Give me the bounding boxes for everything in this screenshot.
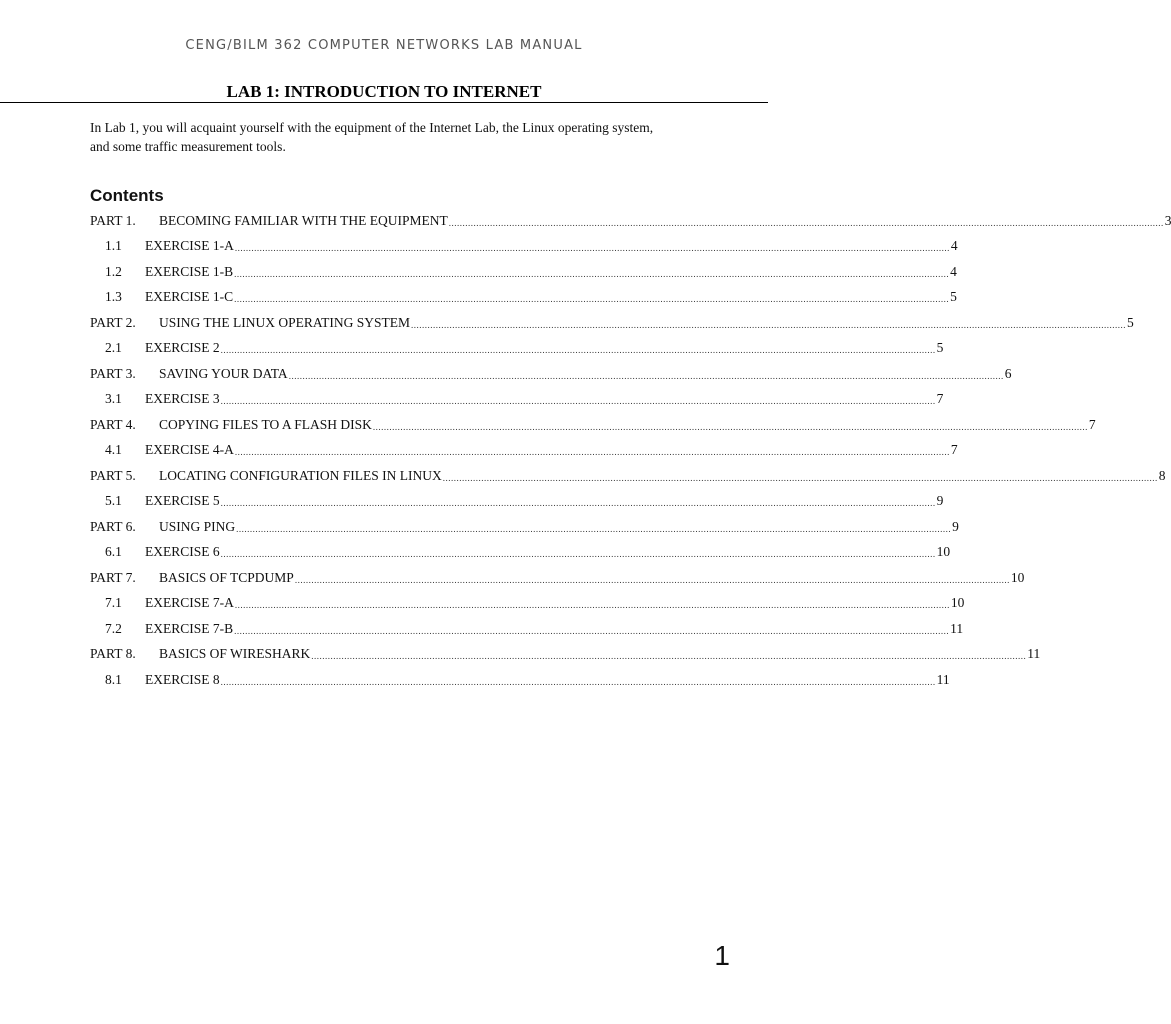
- toc-dot-leader: ....................................................................................................................................................................................................................................................................: [234, 600, 950, 611]
- toc-part-entry[interactable]: [90, 361, 1012, 387]
- running-header: CENG/BILM 362 COMPUTER NETWORKS LAB MANUAL: [185, 38, 583, 53]
- toc-entry-title: LOCATING CONFIGURATION FILES IN LINUX: [159, 467, 442, 483]
- toc-entry-number: 7.1: [105, 595, 122, 611]
- toc-dot-leader: ....................................................................................................................................................................................................................................................................: [220, 345, 936, 356]
- toc-entry-number: PART 4.: [90, 416, 136, 432]
- toc-entry-number: 8.1: [105, 671, 122, 687]
- toc-entry-title: BASICS OF TCPDUMP: [159, 569, 294, 585]
- toc-entry-page: 6: [1004, 365, 1012, 381]
- toc-part-entry[interactable]: [90, 310, 1134, 336]
- toc-entry-page: 4: [950, 263, 957, 279]
- toc-entry-title: COPYING FILES TO A FLASH DISK: [159, 416, 372, 432]
- toc-entry-page: 10: [1010, 569, 1025, 585]
- toc-entry-title: EXERCISE 5: [145, 493, 220, 509]
- toc-dot-leader: ....................................................................................................................................................................................................................................................................: [220, 549, 936, 560]
- toc-entry-number: PART 3.: [90, 365, 136, 381]
- title-divider: [0, 102, 768, 103]
- toc-entry-page: 11: [950, 620, 964, 636]
- toc-entry-title: EXERCISE 4-A: [145, 442, 234, 458]
- toc-exercise-entry[interactable]: [90, 234, 958, 260]
- toc-exercise-entry[interactable]: [90, 489, 944, 515]
- toc-entry-title: EXERCISE 7-B: [145, 620, 234, 636]
- toc-entry-page: 4: [950, 238, 958, 254]
- toc-dot-leader: ....................................................................................................................................................................................................................................................................: [311, 651, 1027, 662]
- toc-entry-page: 11: [936, 671, 950, 687]
- toc-entry-title: EXERCISE 3: [145, 391, 220, 407]
- toc-part-entry[interactable]: [90, 463, 1166, 489]
- toc-entry-page: 5: [950, 289, 957, 305]
- toc-dot-leader: ....................................................................................................................................................................................................................................................................: [220, 396, 936, 407]
- toc-dot-leader: ....................................................................................................................................................................................................................................................................: [372, 421, 1088, 432]
- lab-title: LAB 1: INTRODUCTION TO INTERNET: [226, 82, 542, 101]
- toc-entry-page: 9: [936, 493, 944, 509]
- toc-entry-page: 10: [950, 595, 965, 611]
- toc-part-entry[interactable]: [90, 514, 959, 540]
- toc-part-entry[interactable]: [90, 642, 1041, 668]
- toc-entry-page: 9: [952, 518, 959, 534]
- toc-dot-leader: ....................................................................................................................................................................................................................................................................: [288, 370, 1004, 381]
- toc-entry-number: 5.1: [105, 493, 122, 509]
- toc-entry-title: EXERCISE 1-A: [145, 238, 234, 254]
- intro-line-2: and some traffic measurement tools.: [90, 139, 286, 154]
- toc-entry-page: 8: [1158, 467, 1166, 483]
- toc-entry-title: BASICS OF WIRESHARK: [159, 646, 311, 662]
- toc-entry-page: 11: [1027, 646, 1041, 662]
- toc-part-entry[interactable]: [90, 208, 1171, 234]
- toc-exercise-entry[interactable]: [90, 438, 958, 464]
- toc-dot-leader: ....................................................................................................................................................................................................................................................................: [411, 319, 1127, 330]
- contents-heading: Contents: [90, 186, 164, 205]
- toc-exercise-entry[interactable]: [90, 591, 965, 617]
- toc-dot-leader: ....................................................................................................................................................................................................................................................................: [220, 676, 936, 687]
- toc-entry-number: PART 7.: [90, 569, 136, 585]
- toc-entry-number: 4.1: [105, 442, 122, 458]
- toc-entry-page: 5: [936, 340, 944, 356]
- toc-entry-title: EXERCISE 1-C: [145, 289, 234, 305]
- toc-dot-leader: ....................................................................................................................................................................................................................................................................: [234, 625, 950, 636]
- toc-entry-title: BECOMING FAMILIAR WITH THE EQUIPMENT: [159, 212, 448, 228]
- toc-entry-page: 7: [936, 391, 944, 407]
- toc-entry-page: 10: [936, 544, 951, 560]
- toc-entry-title: EXERCISE 6: [145, 544, 220, 560]
- toc-entry-number: PART 5.: [90, 467, 136, 483]
- toc-exercise-entry[interactable]: [90, 616, 964, 642]
- toc-entry-title: EXERCISE 1-B: [145, 263, 234, 279]
- toc-exercise-entry[interactable]: [90, 540, 951, 566]
- toc-entry-number: 6.1: [105, 544, 122, 560]
- toc-dot-leader: ....................................................................................................................................................................................................................................................................: [234, 243, 950, 254]
- toc-entry-page: 7: [1088, 416, 1096, 432]
- toc-exercise-entry[interactable]: [90, 667, 950, 693]
- toc-entry-number: PART 8.: [90, 646, 136, 662]
- toc-exercise-entry[interactable]: [90, 285, 957, 311]
- toc-exercise-entry[interactable]: [90, 336, 944, 362]
- toc-entry-number: 3.1: [105, 391, 122, 407]
- toc-dot-leader: ....................................................................................................................................................................................................................................................................: [234, 447, 950, 458]
- toc-entry-number: 2.1: [105, 340, 122, 356]
- intro-line-1: In Lab 1, you will acquaint yourself with the equipment of the Internet Lab, the Linux operating system,: [90, 120, 654, 135]
- table-of-contents: [90, 208, 1171, 693]
- toc-dot-leader: ....................................................................................................................................................................................................................................................................: [448, 217, 1164, 228]
- toc-entry-number: PART 6.: [90, 518, 136, 534]
- toc-dot-leader: ....................................................................................................................................................................................................................................................................: [220, 498, 936, 509]
- toc-entry-number: 7.2: [105, 620, 122, 636]
- toc-exercise-entry[interactable]: [90, 387, 944, 413]
- toc-entry-title: EXERCISE 2: [145, 340, 220, 356]
- toc-entry-title: EXERCISE 7-A: [145, 595, 234, 611]
- toc-dot-leader: ....................................................................................................................................................................................................................................................................: [234, 294, 950, 305]
- toc-entry-number: 1.2: [105, 263, 122, 279]
- toc-entry-title: USING PING: [159, 518, 236, 534]
- toc-entry-page: 3: [1164, 212, 1171, 228]
- toc-entry-number: 1.1: [105, 238, 122, 254]
- toc-entry-number: PART 2.: [90, 314, 136, 330]
- toc-entry-number: 1.3: [105, 289, 122, 305]
- toc-entry-page: 7: [950, 442, 958, 458]
- toc-dot-leader: ....................................................................................................................................................................................................................................................................: [236, 523, 952, 534]
- toc-entry-title: SAVING YOUR DATA: [159, 365, 288, 381]
- toc-dot-leader: ....................................................................................................................................................................................................................................................................: [442, 472, 1158, 483]
- toc-part-entry[interactable]: [90, 565, 1025, 591]
- intro-paragraph: [90, 118, 680, 156]
- toc-entry-page: 5: [1127, 314, 1134, 330]
- page-number: 1: [714, 940, 730, 971]
- toc-dot-leader: ....................................................................................................................................................................................................................................................................: [294, 574, 1010, 585]
- toc-exercise-entry[interactable]: [90, 259, 957, 285]
- toc-dot-leader: ....................................................................................................................................................................................................................................................................: [234, 268, 950, 279]
- toc-entry-title: USING THE LINUX OPERATING SYSTEM: [159, 314, 411, 330]
- toc-part-entry[interactable]: [90, 412, 1096, 438]
- toc-entry-number: PART 1.: [90, 212, 136, 228]
- toc-entry-title: EXERCISE 8: [145, 671, 220, 687]
